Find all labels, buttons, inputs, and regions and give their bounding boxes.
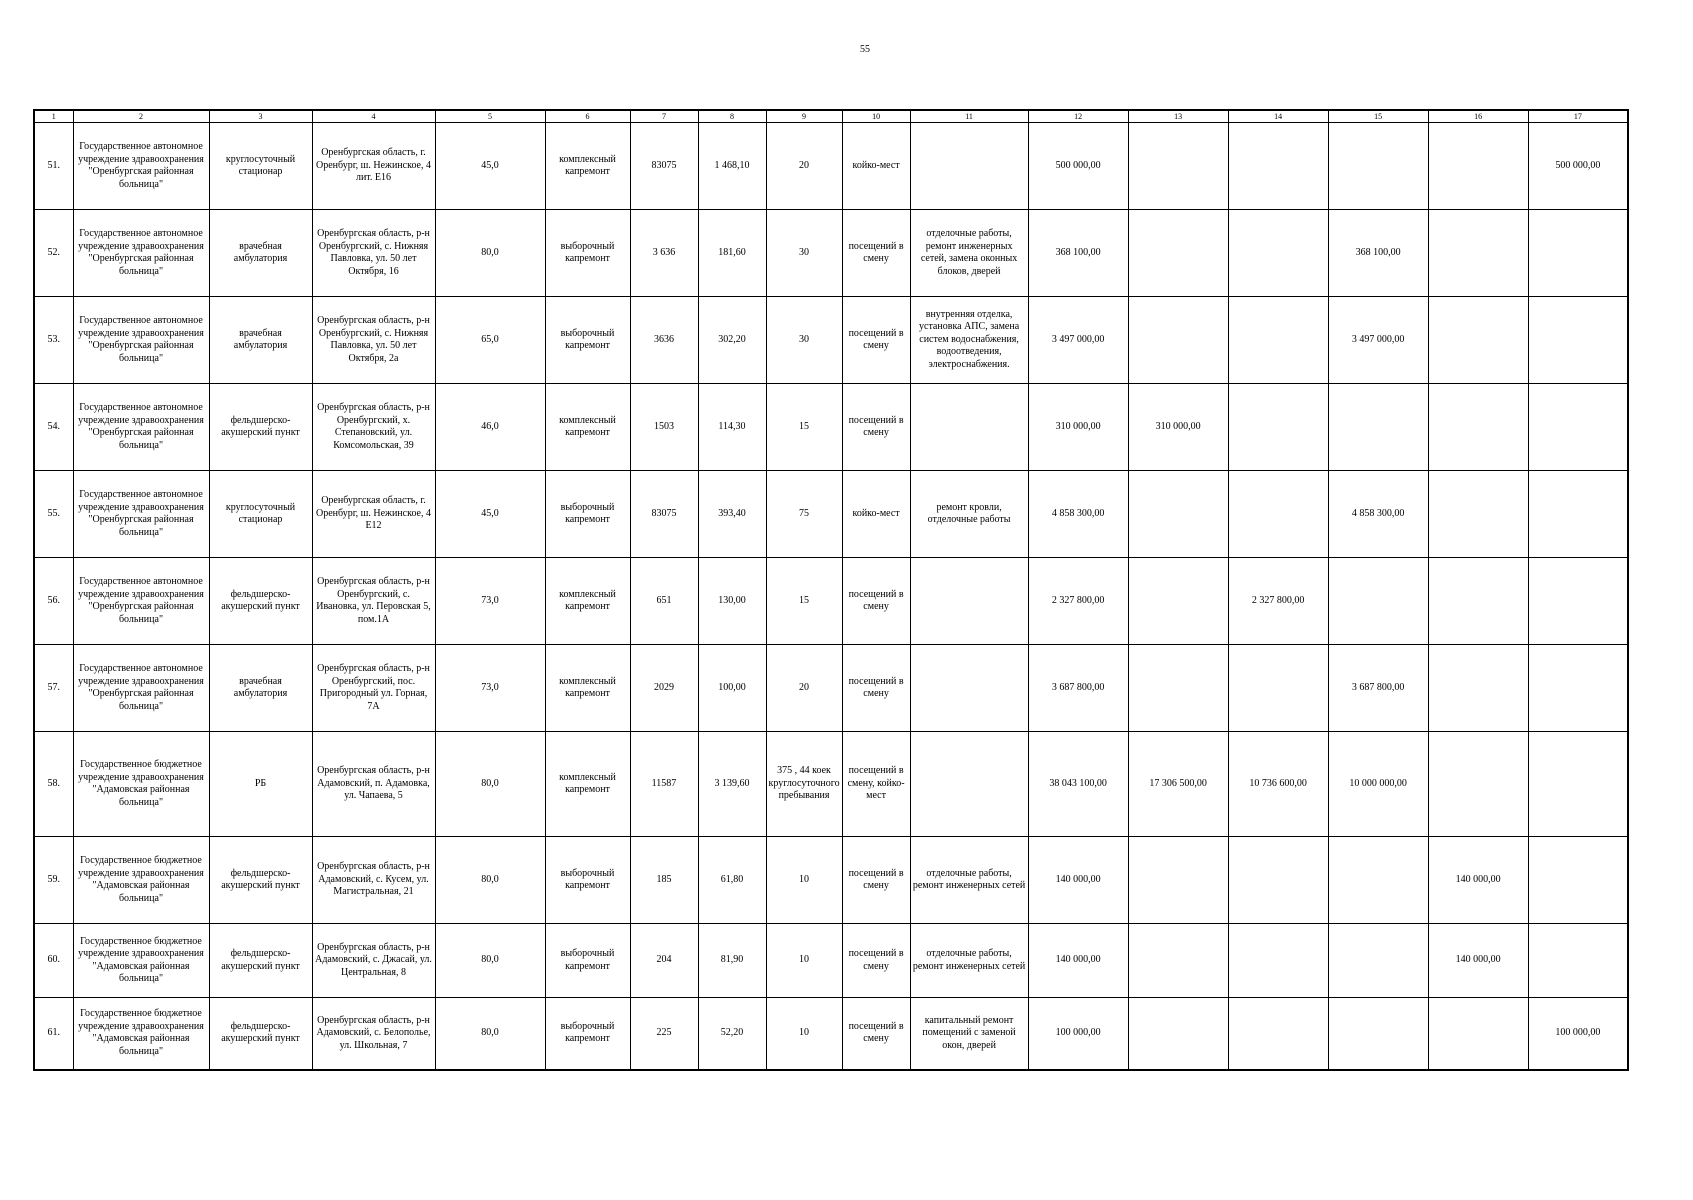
row-number: 55.: [34, 471, 73, 558]
capacity: 20: [766, 645, 842, 732]
area: 81,90: [698, 924, 766, 998]
organization: Государственное автономное учреждение здравоохранения "Оренбургская районная больница": [73, 210, 209, 297]
cell-col7: 651: [630, 558, 698, 645]
cell-col7: 83075: [630, 123, 698, 210]
cell-col7: 204: [630, 924, 698, 998]
facility-type: врачебная амбулатория: [209, 645, 312, 732]
cell-col7: 185: [630, 837, 698, 924]
row-number: 54.: [34, 384, 73, 471]
amount-col13: 310 000,00: [1128, 384, 1228, 471]
cell-col5: 65,0: [435, 297, 545, 384]
capacity-unit: посещений в смену: [842, 297, 910, 384]
area: 61,80: [698, 837, 766, 924]
repair-type: выборочный капремонт: [545, 210, 630, 297]
work-description: [910, 558, 1028, 645]
total-amount: 38 043 100,00: [1028, 732, 1128, 837]
facility-type: РБ: [209, 732, 312, 837]
amount-col14: [1228, 924, 1328, 998]
amount-col13: [1128, 297, 1228, 384]
table-row: [34, 210, 1628, 297]
row-number: 52.: [34, 210, 73, 297]
col-header: 5: [435, 110, 545, 123]
area: 52,20: [698, 998, 766, 1070]
facility-type: врачебная амбулатория: [209, 210, 312, 297]
capacity: 15: [766, 384, 842, 471]
facility-type: фельдшерско-акушерский пункт: [209, 558, 312, 645]
work-description: отделочные работы, ремонт инженерных сетей: [910, 924, 1028, 998]
col-header: 1: [34, 110, 73, 123]
cell-col7: 3636: [630, 297, 698, 384]
col-header: 17: [1528, 110, 1628, 123]
amount-col13: [1128, 924, 1228, 998]
amount-col14: 10 736 600,00: [1228, 732, 1328, 837]
amount-col17: [1528, 297, 1628, 384]
area: 100,00: [698, 645, 766, 732]
work-description: отделочные работы, ремонт инженерных сетей: [910, 837, 1028, 924]
amount-col16: 140 000,00: [1428, 837, 1528, 924]
capacity-unit: посещений в смену: [842, 210, 910, 297]
amount-col15: 3 687 800,00: [1328, 645, 1428, 732]
amount-col14: 2 327 800,00: [1228, 558, 1328, 645]
cell-col7: 3 636: [630, 210, 698, 297]
amount-col16: [1428, 471, 1528, 558]
address: Оренбургская область, р-н Оренбургский, с. Нижняя Павловка, ул. 50 лет Октября, 16: [312, 210, 435, 297]
address: Оренбургская область, р-н Адамовский, п. Адамовка, ул. Чапаева, 5: [312, 732, 435, 837]
capacity: 10: [766, 837, 842, 924]
total-amount: 140 000,00: [1028, 924, 1128, 998]
facility-type: круглосуточный стационар: [209, 123, 312, 210]
amount-col14: [1228, 384, 1328, 471]
work-description: ремонт кровли, отделочные работы: [910, 471, 1028, 558]
capacity: 30: [766, 210, 842, 297]
amount-col17: [1528, 645, 1628, 732]
amount-col14: [1228, 837, 1328, 924]
col-header: 2: [73, 110, 209, 123]
table-row: [34, 297, 1628, 384]
capacity-unit: посещений в смену: [842, 645, 910, 732]
area: 181,60: [698, 210, 766, 297]
organization: Государственное бюджетное учреждение здравоохранения "Адамовская районная больница": [73, 732, 209, 837]
cell-col5: 80,0: [435, 837, 545, 924]
capacity-unit: посещений в смену: [842, 384, 910, 471]
amount-col16: [1428, 645, 1528, 732]
page-number: 55: [860, 44, 870, 55]
area: 302,20: [698, 297, 766, 384]
col-header: 15: [1328, 110, 1428, 123]
amount-col17: [1528, 732, 1628, 837]
cell-col5: 80,0: [435, 732, 545, 837]
repair-type: комплексный капремонт: [545, 384, 630, 471]
organization: Государственное автономное учреждение здравоохранения "Оренбургская районная больница": [73, 384, 209, 471]
repair-type: комплексный капремонт: [545, 645, 630, 732]
table-row: [34, 123, 1628, 210]
amount-col13: [1128, 645, 1228, 732]
col-header: 6: [545, 110, 630, 123]
repair-type: выборочный капремонт: [545, 998, 630, 1070]
amount-col15: 368 100,00: [1328, 210, 1428, 297]
facility-type: фельдшерско-акушерский пункт: [209, 384, 312, 471]
total-amount: 3 497 000,00: [1028, 297, 1128, 384]
address: Оренбургская область, р-н Адамовский, с. Джасай, ул. Центральная, 8: [312, 924, 435, 998]
work-description: капитальный ремонт помещений с заменой окон, дверей: [910, 998, 1028, 1070]
total-amount: 3 687 800,00: [1028, 645, 1128, 732]
capacity: 20: [766, 123, 842, 210]
capacity: 15: [766, 558, 842, 645]
total-amount: 100 000,00: [1028, 998, 1128, 1070]
repair-type: выборочный капремонт: [545, 837, 630, 924]
cell-col5: 73,0: [435, 645, 545, 732]
repair-type: выборочный капремонт: [545, 924, 630, 998]
capacity-unit: койко-мест: [842, 123, 910, 210]
table-row: [34, 732, 1628, 837]
capacity-unit: посещений в смену: [842, 998, 910, 1070]
work-description: [910, 732, 1028, 837]
cell-col7: 1503: [630, 384, 698, 471]
total-amount: 310 000,00: [1028, 384, 1128, 471]
amount-col15: [1328, 384, 1428, 471]
organization: Государственное бюджетное учреждение здравоохранения "Адамовская районная больница": [73, 998, 209, 1070]
amount-col14: [1228, 210, 1328, 297]
capacity-unit: посещений в смену: [842, 924, 910, 998]
cell-col7: 83075: [630, 471, 698, 558]
amount-col13: [1128, 210, 1228, 297]
cell-col7: 11587: [630, 732, 698, 837]
amount-col16: 140 000,00: [1428, 924, 1528, 998]
capacity-unit: койко-мест: [842, 471, 910, 558]
organization: Государственное автономное учреждение здравоохранения "Оренбургская районная больница": [73, 645, 209, 732]
repair-type: комплексный капремонт: [545, 732, 630, 837]
amount-col13: [1128, 123, 1228, 210]
amount-col13: [1128, 837, 1228, 924]
table-row: [34, 924, 1628, 998]
table-row: [34, 558, 1628, 645]
work-description: отделочные работы, ремонт инженерных сетей, замена оконных блоков, дверей: [910, 210, 1028, 297]
capacity-unit: посещений в смену: [842, 837, 910, 924]
facility-type: врачебная амбулатория: [209, 297, 312, 384]
row-number: 59.: [34, 837, 73, 924]
row-number: 60.: [34, 924, 73, 998]
table-row: [34, 384, 1628, 471]
facility-type: фельдшерско-акушерский пункт: [209, 837, 312, 924]
work-description: [910, 645, 1028, 732]
amount-col17: 100 000,00: [1528, 998, 1628, 1070]
amount-col15: [1328, 837, 1428, 924]
address: Оренбургская область, р-н Оренбургский, с. Ивановка, ул. Перовская 5, пом.1А: [312, 558, 435, 645]
work-description: [910, 123, 1028, 210]
address: Оренбургская область, р-н Адамовский, с. Кусем, ул. Магистральная, 21: [312, 837, 435, 924]
organization: Государственное автономное учреждение здравоохранения "Оренбургская районная больница": [73, 123, 209, 210]
capacity-unit: посещений в смену, койко-мест: [842, 732, 910, 837]
row-number: 58.: [34, 732, 73, 837]
cell-col5: 45,0: [435, 123, 545, 210]
amount-col13: [1128, 998, 1228, 1070]
cell-col5: 80,0: [435, 924, 545, 998]
amount-col15: 10 000 000,00: [1328, 732, 1428, 837]
area: 1 468,10: [698, 123, 766, 210]
col-header: 8: [698, 110, 766, 123]
organization: Государственное бюджетное учреждение здравоохранения "Адамовская районная больница": [73, 837, 209, 924]
capacity: 10: [766, 998, 842, 1070]
area: 393,40: [698, 471, 766, 558]
amount-col15: [1328, 998, 1428, 1070]
col-header: 3: [209, 110, 312, 123]
work-description: [910, 384, 1028, 471]
col-header: 9: [766, 110, 842, 123]
organization: Государственное автономное учреждение здравоохранения "Оренбургская районная больница": [73, 558, 209, 645]
total-amount: 140 000,00: [1028, 837, 1128, 924]
amount-col16: [1428, 732, 1528, 837]
amount-col13: [1128, 471, 1228, 558]
amount-col16: [1428, 210, 1528, 297]
amount-col14: [1228, 297, 1328, 384]
organization: Государственное бюджетное учреждение здравоохранения "Адамовская районная больница": [73, 924, 209, 998]
amount-col15: [1328, 924, 1428, 998]
col-header: 14: [1228, 110, 1328, 123]
cell-col7: 2029: [630, 645, 698, 732]
amount-col17: [1528, 471, 1628, 558]
table-row: [34, 998, 1628, 1070]
amount-col17: [1528, 837, 1628, 924]
organization: Государственное автономное учреждение здравоохранения "Оренбургская районная больница": [73, 297, 209, 384]
row-number: 57.: [34, 645, 73, 732]
facility-type: фельдшерско-акушерский пункт: [209, 998, 312, 1070]
col-header: 12: [1028, 110, 1128, 123]
amount-col15: [1328, 558, 1428, 645]
amount-col15: 3 497 000,00: [1328, 297, 1428, 384]
total-amount: 2 327 800,00: [1028, 558, 1128, 645]
total-amount: 368 100,00: [1028, 210, 1128, 297]
facility-repair-table: [33, 109, 1629, 1071]
amount-col16: [1428, 297, 1528, 384]
column-number-row: [34, 110, 1628, 123]
address: Оренбургская область, р-н Оренбургский, с. Нижняя Павловка, ул. 50 лет Октября, 2а: [312, 297, 435, 384]
repair-type: комплексный капремонт: [545, 123, 630, 210]
amount-col14: [1228, 123, 1328, 210]
col-header: 4: [312, 110, 435, 123]
row-number: 53.: [34, 297, 73, 384]
cell-col5: 80,0: [435, 210, 545, 297]
table-row: [34, 837, 1628, 924]
amount-col14: [1228, 471, 1328, 558]
capacity: 30: [766, 297, 842, 384]
amount-col13: [1128, 558, 1228, 645]
total-amount: 4 858 300,00: [1028, 471, 1128, 558]
amount-col17: [1528, 558, 1628, 645]
col-header: 10: [842, 110, 910, 123]
organization: Государственное автономное учреждение здравоохранения "Оренбургская районная больница": [73, 471, 209, 558]
address: Оренбургская область, г. Оренбург, ш. Нежинское, 4 лит. Е16: [312, 123, 435, 210]
row-number: 51.: [34, 123, 73, 210]
cell-col5: 45,0: [435, 471, 545, 558]
row-number: 56.: [34, 558, 73, 645]
amount-col17: [1528, 924, 1628, 998]
address: Оренбургская область, р-н Адамовский, с. Белополье, ул. Школьная, 7: [312, 998, 435, 1070]
area: 114,30: [698, 384, 766, 471]
col-header: 13: [1128, 110, 1228, 123]
area: 3 139,60: [698, 732, 766, 837]
work-description: внутренняя отделка, установка АПС, замена систем водоснабжения, водоотведения, электроснабжения.: [910, 297, 1028, 384]
capacity: 75: [766, 471, 842, 558]
amount-col17: [1528, 210, 1628, 297]
address: Оренбургская область, р-н Оренбургский, пос. Пригородный ул. Горная, 7А: [312, 645, 435, 732]
address: Оренбургская область, р-н Оренбургский, х. Степановский, ул. Комсомольская, 39: [312, 384, 435, 471]
capacity: 375 , 44 коек круглосуточного пребывания: [766, 732, 842, 837]
amount-col15: 4 858 300,00: [1328, 471, 1428, 558]
amount-col16: [1428, 998, 1528, 1070]
facility-type: фельдшерско-акушерский пункт: [209, 924, 312, 998]
capacity: 10: [766, 924, 842, 998]
repair-type: выборочный капремонт: [545, 297, 630, 384]
col-header: 11: [910, 110, 1028, 123]
capacity-unit: посещений в смену: [842, 558, 910, 645]
amount-col15: [1328, 123, 1428, 210]
amount-col14: [1228, 998, 1328, 1070]
address: Оренбургская область, г. Оренбург, ш. Нежинское, 4 Е12: [312, 471, 435, 558]
amount-col17: [1528, 384, 1628, 471]
repair-type: комплексный капремонт: [545, 558, 630, 645]
col-header: 16: [1428, 110, 1528, 123]
cell-col7: 225: [630, 998, 698, 1070]
area: 130,00: [698, 558, 766, 645]
amount-col16: [1428, 384, 1528, 471]
table-row: [34, 471, 1628, 558]
col-header: 7: [630, 110, 698, 123]
table-row: [34, 645, 1628, 732]
amount-col16: [1428, 558, 1528, 645]
amount-col17: 500 000,00: [1528, 123, 1628, 210]
cell-col5: 46,0: [435, 384, 545, 471]
cell-col5: 80,0: [435, 998, 545, 1070]
amount-col16: [1428, 123, 1528, 210]
total-amount: 500 000,00: [1028, 123, 1128, 210]
row-number: 61.: [34, 998, 73, 1070]
amount-col14: [1228, 645, 1328, 732]
amount-col13: 17 306 500,00: [1128, 732, 1228, 837]
facility-type: круглосуточный стационар: [209, 471, 312, 558]
repair-type: выборочный капремонт: [545, 471, 630, 558]
cell-col5: 73,0: [435, 558, 545, 645]
